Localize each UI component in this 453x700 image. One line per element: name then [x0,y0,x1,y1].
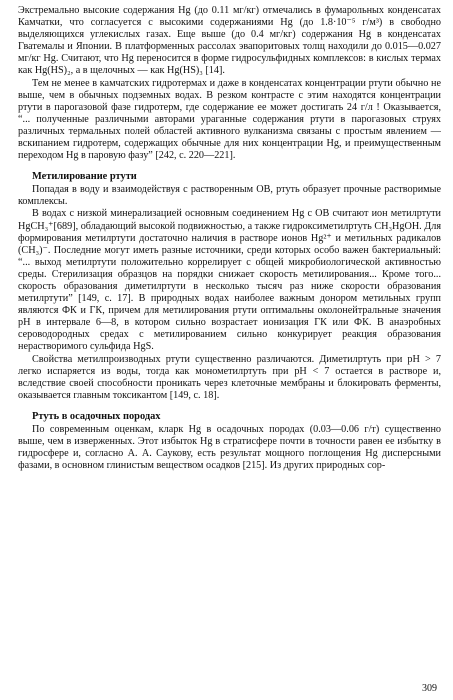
paragraph-complexes: Попадая в воду и взаимодействуя с растворенным ОВ, ртуть образует прочные растворимые комплексы. [18,184,441,208]
heading-sediments: Ртуть в осадочных породах [32,410,161,422]
paragraph-vapour-phase: Тем не менее в камчатских гидротермах и даже в конденсатах концентрации ртути обычно не выше, чем в обычных подземных водах. В резком контрасте с этим находятся концентрации ртути в парогазовой фазе гидротерм, где содержание ее может достигать 24 г/л ! Оказывается, “... полученные различными авторами ураганные содержания ртути в парогазовых струях различных термальных полей областей активного вулканизма связаны с простым явлением — вскипанием гидротерм, содержащих обычные для них концентрации Hg, и преимущественным переходом Hg в паровую фазу” [242, с. 220—221]. [18,77,441,162]
paragraph-methylmercury: В водах с низкой минерализацией основным соединением Hg с ОВ считают ион метилртути HgCH₃⁺[689], обладающий высокой подвижностью, а также гидроксиметилртуть CH₃HgOH. Для формирования метилртути достаточно наличия в растворе ионов Hg²⁺ и метильных радикалов (CH₃)⁻. Последние могут иметь разные источники, среди которых особо важен бактериальный: “... выход метилртути положительно коррелирует с общей микробиологической активностью среды. Стерилизация образцов на порядки снижает скорость метилирования... Кроме того... скорость образования диметилртути в несколько тысяч раз ниже скорости образования метилртути” [149, с. 17]. В природных водах наиболее важным донором метильных групп являются ФК и ГК, причем для метилирования ртути оптимальны околонейтральные значения pH в интервале 6—8, в котором сильно возрастает ионизация ГК или ФК. В анаэробных сероводородных средах с метилированием сильно конкурирует реакция образования нерастворимого сульфида HgS. [18,208,441,353]
paragraph-derivatives: Свойства метилпроизводных ртути существенно различаются. Диметилртуть при pH > 7 легко испаряется из воды, тогда как монометилртуть при pH < 7 остается в растворе и, вследствие своей способности проникать через клеточные мембраны и блокировать ферменты, оказывается главным токсикантом [149, с. 18]. [18,353,441,401]
paragraph-fumarole-condensates: Экстремально высокие содержания Hg (до 0.11 мг/кг) отмечались в фумарольных конденсатах Камчатки, что согласуется с высокими содержаниями Hg (до 1.8·10⁻⁵ г/м³) в свободно выделяющихся углекислых газах. Еще выше (до 0.4 мг/кг) содержания Hg в конденсатах Гватемалы и Японии. В платформенных рассолах эвапоритовых толщ находили до 0.015—0.027 мг/кг Hg. Считают, что Hg переносится в форме гидросульфидных комплексов: в кислых термах как Hg(HS)₂, а в щелочных — как Hg(HS)₃ [14]. [18,5,441,77]
paragraph-clarke: По современным оценкам, кларк Hg в осадочных породах (0.03—0.06 г/т) существенно выше, чем в изверженных. Этот избыток Hg в стратисфере почти в точности равен ее избытку в гидросфере и, согласно А. А. Сaукову, есть результат мощного поглощения Hg дисперсными фазами, в основном глинистым веществом осадков [215]. Из других природных сор- [18,423,441,472]
page-number: 309 [422,683,437,694]
heading-methylation: Метилирование ртути [32,171,137,183]
